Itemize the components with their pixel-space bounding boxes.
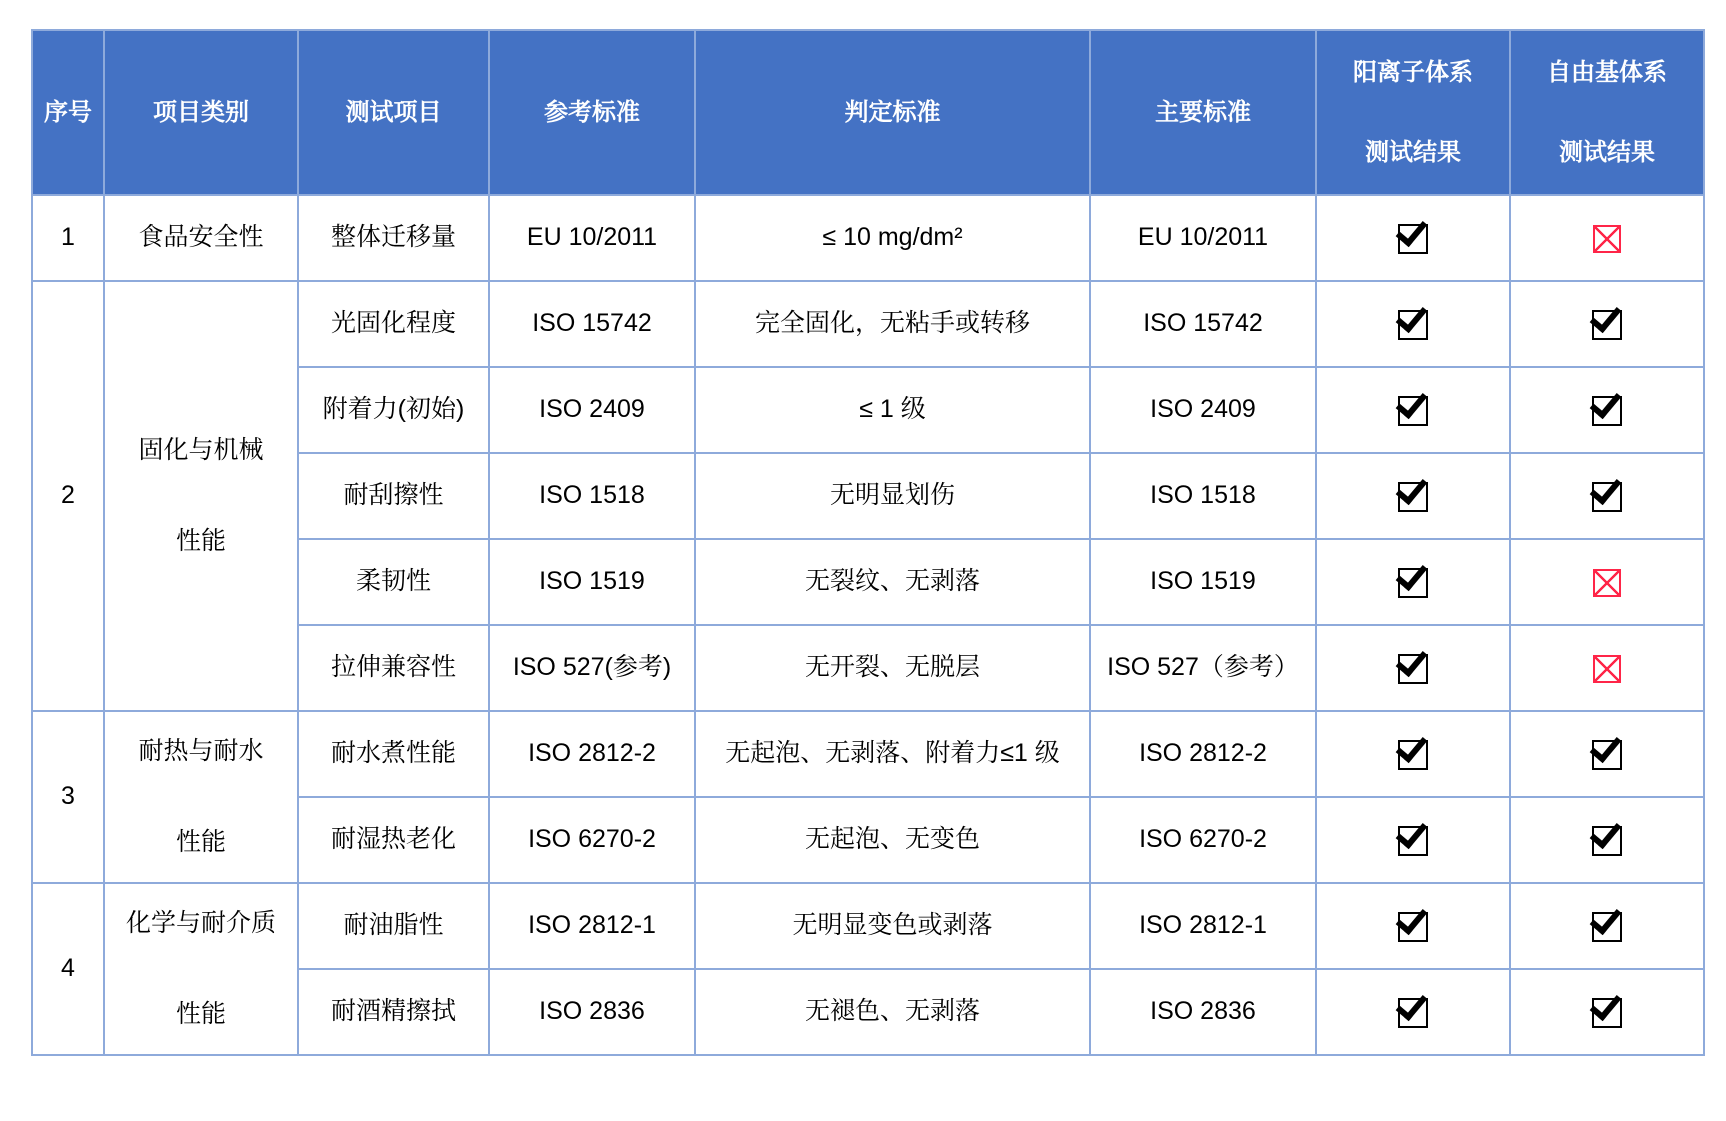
main-standard-cell: ISO 2812-1 xyxy=(1090,883,1316,969)
checked-checkbox-icon xyxy=(1398,568,1428,598)
table-body xyxy=(32,195,1704,1055)
crossed-checkbox-icon xyxy=(1593,655,1621,683)
reference-standard-cell: ISO 2812-2 xyxy=(489,711,695,797)
row-number-cell: 1 xyxy=(32,195,104,281)
radical-result-cell xyxy=(1510,711,1704,797)
radical-result-cell xyxy=(1510,281,1704,367)
cationic-result-cell xyxy=(1316,711,1510,797)
reference-standard-cell: ISO 2409 xyxy=(489,367,695,453)
table-row xyxy=(32,883,1704,969)
main-standard-cell: ISO 2812-2 xyxy=(1090,711,1316,797)
checked-checkbox-icon xyxy=(1592,912,1622,942)
judgment-criteria-cell: 无起泡、无变色 xyxy=(695,797,1090,883)
test-name-cell: 整体迁移量 xyxy=(298,195,489,281)
radical-result-cell xyxy=(1510,625,1704,711)
col-header-judgment-criteria xyxy=(695,30,1090,195)
test-name-cell: 耐酒精擦拭 xyxy=(298,969,489,1055)
cationic-result-cell xyxy=(1316,969,1510,1055)
test-name-cell: 耐油脂性 xyxy=(298,883,489,969)
header-label: 阳离子体系 xyxy=(1353,58,1473,86)
judgment-criteria-cell: ≤ 1 级 xyxy=(695,367,1090,453)
header-sublabel: 测试结果 xyxy=(1559,138,1655,166)
test-name-cell: 附着力(初始) xyxy=(298,367,489,453)
col-header-main-standard xyxy=(1090,30,1316,195)
table-row xyxy=(32,281,1704,367)
radical-result-cell xyxy=(1510,539,1704,625)
radical-result-cell xyxy=(1510,969,1704,1055)
cationic-result-cell xyxy=(1316,367,1510,453)
reference-standard-cell: EU 10/2011 xyxy=(489,195,695,281)
header-label: 参考标准 xyxy=(544,98,640,126)
col-header-serial xyxy=(32,30,104,195)
col-header-cationic-system-result xyxy=(1316,30,1510,195)
col-header-reference-standard xyxy=(489,30,695,195)
radical-result-cell xyxy=(1510,453,1704,539)
checked-checkbox-icon xyxy=(1592,740,1622,770)
cationic-result-cell xyxy=(1316,625,1510,711)
header-label: 自由基体系 xyxy=(1547,58,1667,86)
main-standard-cell: ISO 527（参考） xyxy=(1090,625,1316,711)
checked-checkbox-icon xyxy=(1398,912,1428,942)
row-number-cell: 2 xyxy=(32,281,104,711)
checked-checkbox-icon xyxy=(1398,654,1428,684)
table-row xyxy=(32,195,1704,281)
radical-result-cell xyxy=(1510,883,1704,969)
cationic-result-cell xyxy=(1316,195,1510,281)
header-label: 测试项目 xyxy=(345,98,442,126)
cationic-result-cell xyxy=(1316,797,1510,883)
checked-checkbox-icon xyxy=(1398,482,1428,512)
checked-checkbox-icon xyxy=(1592,310,1622,340)
checked-checkbox-icon xyxy=(1398,224,1428,254)
checked-checkbox-icon xyxy=(1398,826,1428,856)
judgment-criteria-cell: 无起泡、无剥落、附着力≤1 级 xyxy=(695,711,1090,797)
category-cell xyxy=(104,711,298,883)
judgment-criteria-cell: 完全固化，无粘手或转移 xyxy=(695,281,1090,367)
header-label: 判定标准 xyxy=(844,98,941,126)
reference-standard-cell: ISO 2812-1 xyxy=(489,883,695,969)
checked-checkbox-icon xyxy=(1398,740,1428,770)
header-label: 序号 xyxy=(44,98,92,126)
header-label: 项目类别 xyxy=(153,98,249,126)
cationic-result-cell xyxy=(1316,539,1510,625)
category-label: 固化与机械 性能 xyxy=(138,435,264,555)
judgment-criteria-cell: ≤ 10 mg/dm² xyxy=(695,195,1090,281)
main-standard-cell: ISO 15742 xyxy=(1090,281,1316,367)
main-standard-cell: ISO 6270-2 xyxy=(1090,797,1316,883)
category-cell xyxy=(104,883,298,1055)
radical-result-cell xyxy=(1510,797,1704,883)
reference-standard-cell: ISO 1518 xyxy=(489,453,695,539)
main-standard-cell: ISO 2836 xyxy=(1090,969,1316,1055)
category-cell xyxy=(104,281,298,711)
checked-checkbox-icon xyxy=(1592,826,1622,856)
reference-standard-cell: ISO 527(参考) xyxy=(489,625,695,711)
header-row xyxy=(32,30,1704,195)
main-standard-cell: ISO 2409 xyxy=(1090,367,1316,453)
test-name-cell: 光固化程度 xyxy=(298,281,489,367)
judgment-criteria-cell: 无开裂、无脱层 xyxy=(695,625,1090,711)
col-header-category xyxy=(104,30,298,195)
crossed-checkbox-icon xyxy=(1593,225,1621,253)
checked-checkbox-icon xyxy=(1592,998,1622,1028)
reference-standard-cell: ISO 6270-2 xyxy=(489,797,695,883)
row-number-cell: 4 xyxy=(32,883,104,1055)
radical-result-cell xyxy=(1510,195,1704,281)
checked-checkbox-icon xyxy=(1398,998,1428,1028)
category-label: 耐热与耐水 性能 xyxy=(138,736,264,856)
cationic-result-cell xyxy=(1316,281,1510,367)
judgment-criteria-cell: 无褪色、无剥落 xyxy=(695,969,1090,1055)
col-header-free-radical-system-result xyxy=(1510,30,1704,195)
table-row xyxy=(32,711,1704,797)
checked-checkbox-icon xyxy=(1398,396,1428,426)
judgment-criteria-cell: 无明显划伤 xyxy=(695,453,1090,539)
reference-standard-cell: ISO 1519 xyxy=(489,539,695,625)
reference-standard-cell: ISO 15742 xyxy=(489,281,695,367)
radical-result-cell xyxy=(1510,367,1704,453)
header-label: 主要标准 xyxy=(1155,98,1251,126)
cationic-result-cell xyxy=(1316,883,1510,969)
test-name-cell: 耐刮擦性 xyxy=(298,453,489,539)
header-sublabel: 测试结果 xyxy=(1365,138,1461,166)
row-number-cell: 3 xyxy=(32,711,104,883)
test-name-cell: 耐水煮性能 xyxy=(298,711,489,797)
judgment-criteria-cell: 无裂纹、无剥落 xyxy=(695,539,1090,625)
col-header-test-item xyxy=(298,30,489,195)
test-name-cell: 耐湿热老化 xyxy=(298,797,489,883)
cationic-result-cell xyxy=(1316,453,1510,539)
main-standard-cell: ISO 1518 xyxy=(1090,453,1316,539)
checked-checkbox-icon xyxy=(1592,396,1622,426)
checked-checkbox-icon xyxy=(1592,482,1622,512)
test-results-table xyxy=(31,29,1705,1056)
test-name-cell: 柔韧性 xyxy=(298,539,489,625)
judgment-criteria-cell: 无明显变色或剥落 xyxy=(695,883,1090,969)
test-name-cell: 拉伸兼容性 xyxy=(298,625,489,711)
category-label: 食品安全性 xyxy=(138,223,264,252)
category-cell xyxy=(104,195,298,281)
checked-checkbox-icon xyxy=(1398,310,1428,340)
category-label: 化学与耐介质 性能 xyxy=(125,908,276,1028)
crossed-checkbox-icon xyxy=(1593,569,1621,597)
main-standard-cell: ISO 1519 xyxy=(1090,539,1316,625)
main-standard-cell: EU 10/2011 xyxy=(1090,195,1316,281)
reference-standard-cell: ISO 2836 xyxy=(489,969,695,1055)
